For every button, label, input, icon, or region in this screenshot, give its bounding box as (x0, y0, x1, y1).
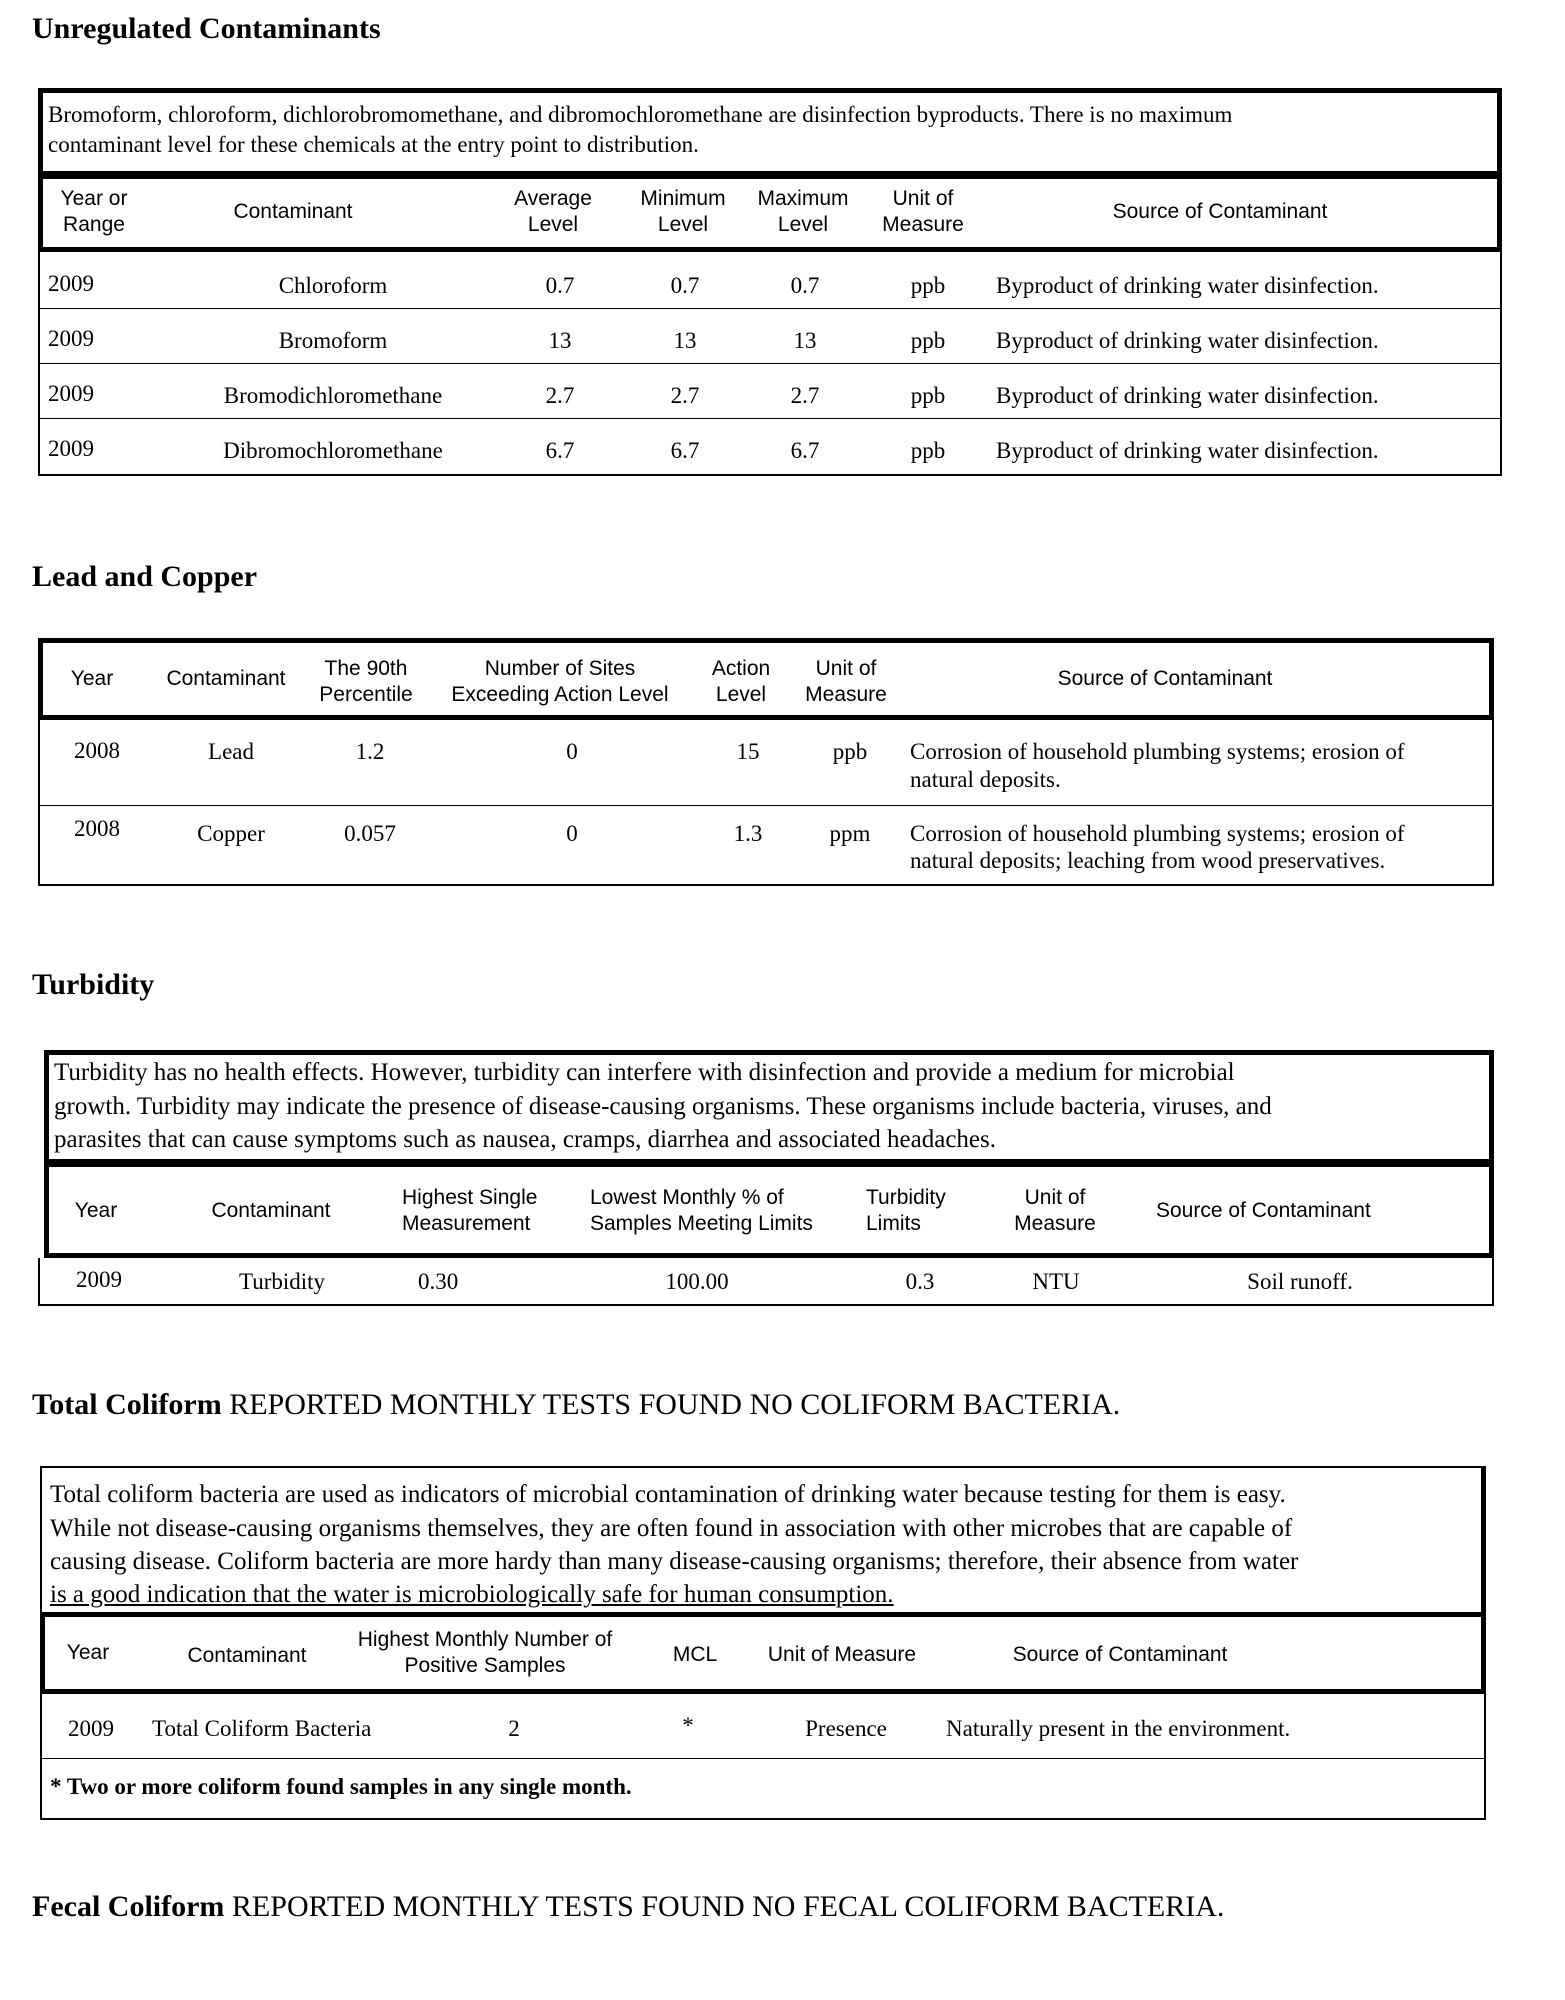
unregulated-average: 6.7 (545, 438, 575, 463)
unregulated-header-average: Average Level (514, 187, 592, 236)
lead-copper-action: 15 (736, 739, 760, 764)
unregulated-source: Byproduct of drinking water disinfection. (996, 438, 1379, 463)
turbidity-table-bottom (38, 1304, 1494, 1306)
turbidity-note-line1: Turbidity has no health effects. However, turbidity can interfere with disinfection and provide a medium for microbial (54, 1059, 1235, 1086)
turbidity-header-highest: Highest Single Measurement (402, 1186, 538, 1235)
unregulated-unit: ppb (910, 383, 946, 408)
lead-copper-header-action: Action Level (711, 657, 771, 706)
unregulated-minimum: 6.7 (670, 438, 700, 463)
lead-copper-action: 1.3 (733, 821, 763, 846)
unregulated-source: Byproduct of drinking water disinfection. (996, 383, 1379, 408)
turbidity-contaminant: Turbidity (238, 1269, 326, 1294)
unregulated-header-maximum: Maximum Level (757, 187, 849, 236)
total-coliform-header-year: Year (66, 1641, 110, 1664)
lead-copper-header-year: Year (70, 667, 114, 690)
lead-copper-header-contaminant: Contaminant (166, 667, 286, 690)
lead-copper-percentile: 1.2 (355, 739, 385, 764)
unregulated-maximum: 6.7 (790, 438, 820, 463)
total-coliform-contaminant: Total Coliform Bacteria (152, 1716, 372, 1741)
fecal-coliform-title: Fecal Coliform REPORTED MONTHLY TESTS FOUND NO FECAL COLIFORM BACTERIA. (32, 1890, 1225, 1923)
total-coliform-footnote: * Two or more coliform found samples in any single month. (50, 1774, 632, 1799)
unregulated-average: 2.7 (545, 383, 575, 408)
unregulated-row-divider (38, 418, 1502, 419)
turbidity-header-contaminant: Contaminant (211, 1199, 331, 1222)
unregulated-contaminant: Bromodichloromethane (223, 383, 443, 408)
total-coliform-mcl: * (682, 1713, 694, 1738)
total-coliform-unit: Presence (805, 1716, 887, 1741)
lead-copper-contaminant: Copper (197, 821, 265, 846)
total-coliform-header-mcl: MCL (672, 1643, 718, 1666)
unregulated-maximum: 13 (793, 328, 817, 353)
unregulated-header-year: Year or Range (60, 187, 128, 236)
lead-copper-sites: 0 (566, 739, 578, 764)
total-coliform-table-bottom (40, 1818, 1486, 1820)
unregulated-header-source: Source of Contaminant (1112, 200, 1328, 223)
lead-copper-table-bottom (38, 884, 1494, 886)
turbidity-limit: 0.3 (905, 1269, 935, 1294)
total-coliform-header-unit: Unit of Measure (767, 1643, 917, 1666)
turbidity-header-source: Source of Contaminant (1156, 1199, 1371, 1222)
unregulated-year: 2009 (48, 271, 94, 296)
total-coliform-title: Total Coliform REPORTED MONTHLY TESTS FOUND NO COLIFORM BACTERIA. (32, 1388, 1121, 1421)
unregulated-year: 2009 (48, 436, 94, 461)
unregulated-minimum: 2.7 (670, 383, 700, 408)
unregulated-row-divider (38, 363, 1502, 364)
unregulated-contaminant: Chloroform (278, 273, 388, 298)
total-coliform-positive: 2 (508, 1716, 520, 1741)
unregulated-table-right-edge (1500, 252, 1502, 476)
turbidity-note-line2: growth. Turbidity may indicate the presence of disease-causing organisms. These organisms include bacteria, viruses, and (54, 1093, 1272, 1120)
turbidity-header-limits: Turbidity Limits (866, 1186, 946, 1235)
lead-copper-header-source: Source of Contaminant (1057, 667, 1273, 690)
unregulated-maximum: 0.7 (790, 273, 820, 298)
turbidity-header-unit: Unit of Measure (1014, 1186, 1096, 1235)
turbidity-source: Soil runoff. (1247, 1269, 1353, 1294)
unregulated-average: 0.7 (545, 273, 575, 298)
total-coliform-header-source: Source of Contaminant (1012, 1643, 1228, 1666)
lead-copper-unit: ppb (832, 739, 868, 764)
turbidity-unit: NTU (1032, 1269, 1080, 1294)
total-coliform-year: 2009 (68, 1716, 114, 1741)
total-coliform-note-line1: Total coliform bacteria are used as indicators of microbial contamination of drinking water because testing for them is easy. (50, 1481, 1286, 1508)
total-coliform-header-highest: Highest Monthly Number of Positive Samples (357, 1628, 613, 1677)
turbidity-highest: 0.30 (418, 1269, 459, 1294)
unregulated-header-minimum: Minimum Level (640, 187, 726, 236)
unregulated-header-unit: Unit of Measure (882, 187, 964, 236)
unregulated-table-left-edge (38, 252, 40, 476)
unregulated-unit: ppb (910, 273, 946, 298)
total-coliform-row-divider (40, 1758, 1486, 1759)
lead-copper-contaminant: Lead (208, 739, 254, 764)
unregulated-year: 2009 (48, 381, 94, 406)
lead-copper-source-line1: Corrosion of household plumbing systems; erosion of (910, 821, 1405, 846)
unregulated-header-contaminant: Contaminant (233, 200, 353, 223)
turbidity-lowest: 100.00 (665, 1269, 729, 1294)
turbidity-header-year: Year (74, 1199, 118, 1222)
turbidity-table-right-edge (1492, 1258, 1494, 1306)
lead-copper-sites: 0 (566, 821, 578, 846)
unregulated-minimum: 13 (673, 328, 697, 353)
unregulated-year: 2009 (48, 326, 94, 351)
unregulated-unit: ppb (910, 438, 946, 463)
lead-copper-source-line1: Corrosion of household plumbing systems; erosion of (910, 739, 1405, 764)
total-coliform-source: Naturally present in the environment. (946, 1716, 1291, 1741)
total-coliform-note-line3: causing disease. Coliform bacteria are more hardy than many disease-causing organisms; therefore, their absence from water (50, 1548, 1299, 1575)
unregulated-note-line2: contaminant level for these chemicals at the entry point to distribution. (48, 132, 699, 157)
lead-copper-row-divider (38, 805, 1494, 806)
unregulated-maximum: 2.7 (790, 383, 820, 408)
unregulated-row-divider (38, 308, 1502, 309)
turbidity-note-line3: parasites that can cause symptoms such as nausea, cramps, diarrhea and associated headaches. (54, 1126, 996, 1153)
total-coliform-table-left-edge (40, 1694, 42, 1820)
lead-copper-unit: ppm (829, 821, 871, 846)
unregulated-minimum: 0.7 (670, 273, 700, 298)
unregulated-title: Unregulated Contaminants (32, 12, 381, 45)
lead-copper-header-percentile: The 90th Percentile (319, 657, 413, 706)
unregulated-average: 13 (548, 328, 572, 353)
turbidity-header-lowest: Lowest Monthly % of Samples Meeting Limits (590, 1186, 813, 1235)
lead-copper-header-unit: Unit of Measure (805, 657, 887, 706)
lead-copper-year: 2008 (74, 816, 120, 841)
lead-copper-header-sites: Number of Sites Exceeding Action Level (451, 657, 669, 706)
unregulated-contaminant: Dibromochloromethane (223, 438, 443, 463)
lead-copper-percentile: 0.057 (344, 821, 396, 846)
lead-copper-source-line2: natural deposits. (910, 767, 1061, 792)
total-coliform-table-right-edge (1484, 1694, 1486, 1820)
lead-copper-title: Lead and Copper (32, 560, 258, 593)
total-coliform-note-line2: While not disease-causing organisms themselves, they are often found in association with other microbes that are capable of (50, 1515, 1293, 1542)
unregulated-unit: ppb (910, 328, 946, 353)
turbidity-table-left-edge (38, 1258, 40, 1306)
unregulated-source: Byproduct of drinking water disinfection. (996, 273, 1379, 298)
unregulated-table-bottom (38, 474, 1502, 476)
total-coliform-header-contaminant: Contaminant (187, 1644, 307, 1667)
turbidity-year: 2009 (76, 1267, 122, 1292)
lead-copper-source-line2: natural deposits; leaching from wood preservatives. (910, 848, 1386, 873)
unregulated-contaminant: Bromoform (278, 328, 388, 353)
lead-copper-year: 2008 (74, 738, 120, 763)
total-coliform-note-line4: is a good indication that the water is microbiologically safe for human consumption. (50, 1581, 894, 1608)
unregulated-note-line1: Bromoform, chloroform, dichlorobromomethane, and dibromochloromethane are disinfection byproducts. There is no maximum (48, 102, 1233, 127)
lead-copper-table-right-edge (1492, 720, 1494, 886)
unregulated-source: Byproduct of drinking water disinfection. (996, 328, 1379, 353)
lead-copper-table-left-edge (38, 720, 40, 886)
turbidity-title: Turbidity (32, 968, 155, 1001)
